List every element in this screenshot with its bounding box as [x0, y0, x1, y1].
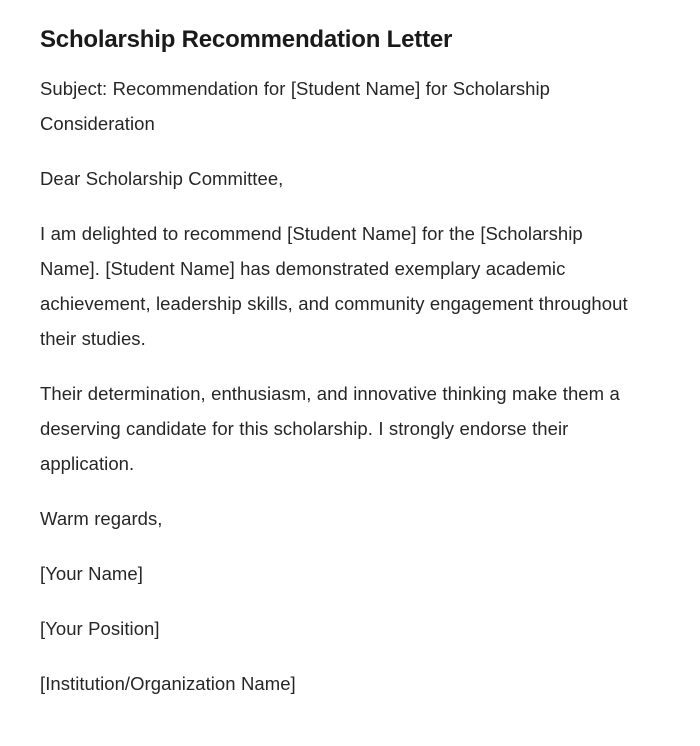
closing: Warm regards,	[40, 508, 163, 529]
body-paragraph-1: I am delighted to recommend [Student Name] for the [Scholarship Name]. [Student Name] has demonstrated exemplary academic achievement, leadership skills, and community engagement throughout their studies.	[40, 223, 628, 349]
body-paragraph-2: Their determination, enthusiasm, and innovative thinking make them a deserving candidate for this scholarship. I strongly endorse their application.	[40, 383, 620, 474]
signature-name: [Your Name]	[40, 563, 143, 584]
signature-position: [Your Position]	[40, 618, 160, 639]
page-title: Scholarship Recommendation Letter	[40, 26, 453, 53]
salutation: Dear Scholarship Committee,	[40, 168, 284, 189]
subject-line: Subject: Recommendation for [Student Name] for Scholarship Consideration	[40, 78, 551, 134]
letter-body	[40, 71, 636, 701]
signature-organization: [Institution/Organization Name]	[40, 673, 296, 694]
